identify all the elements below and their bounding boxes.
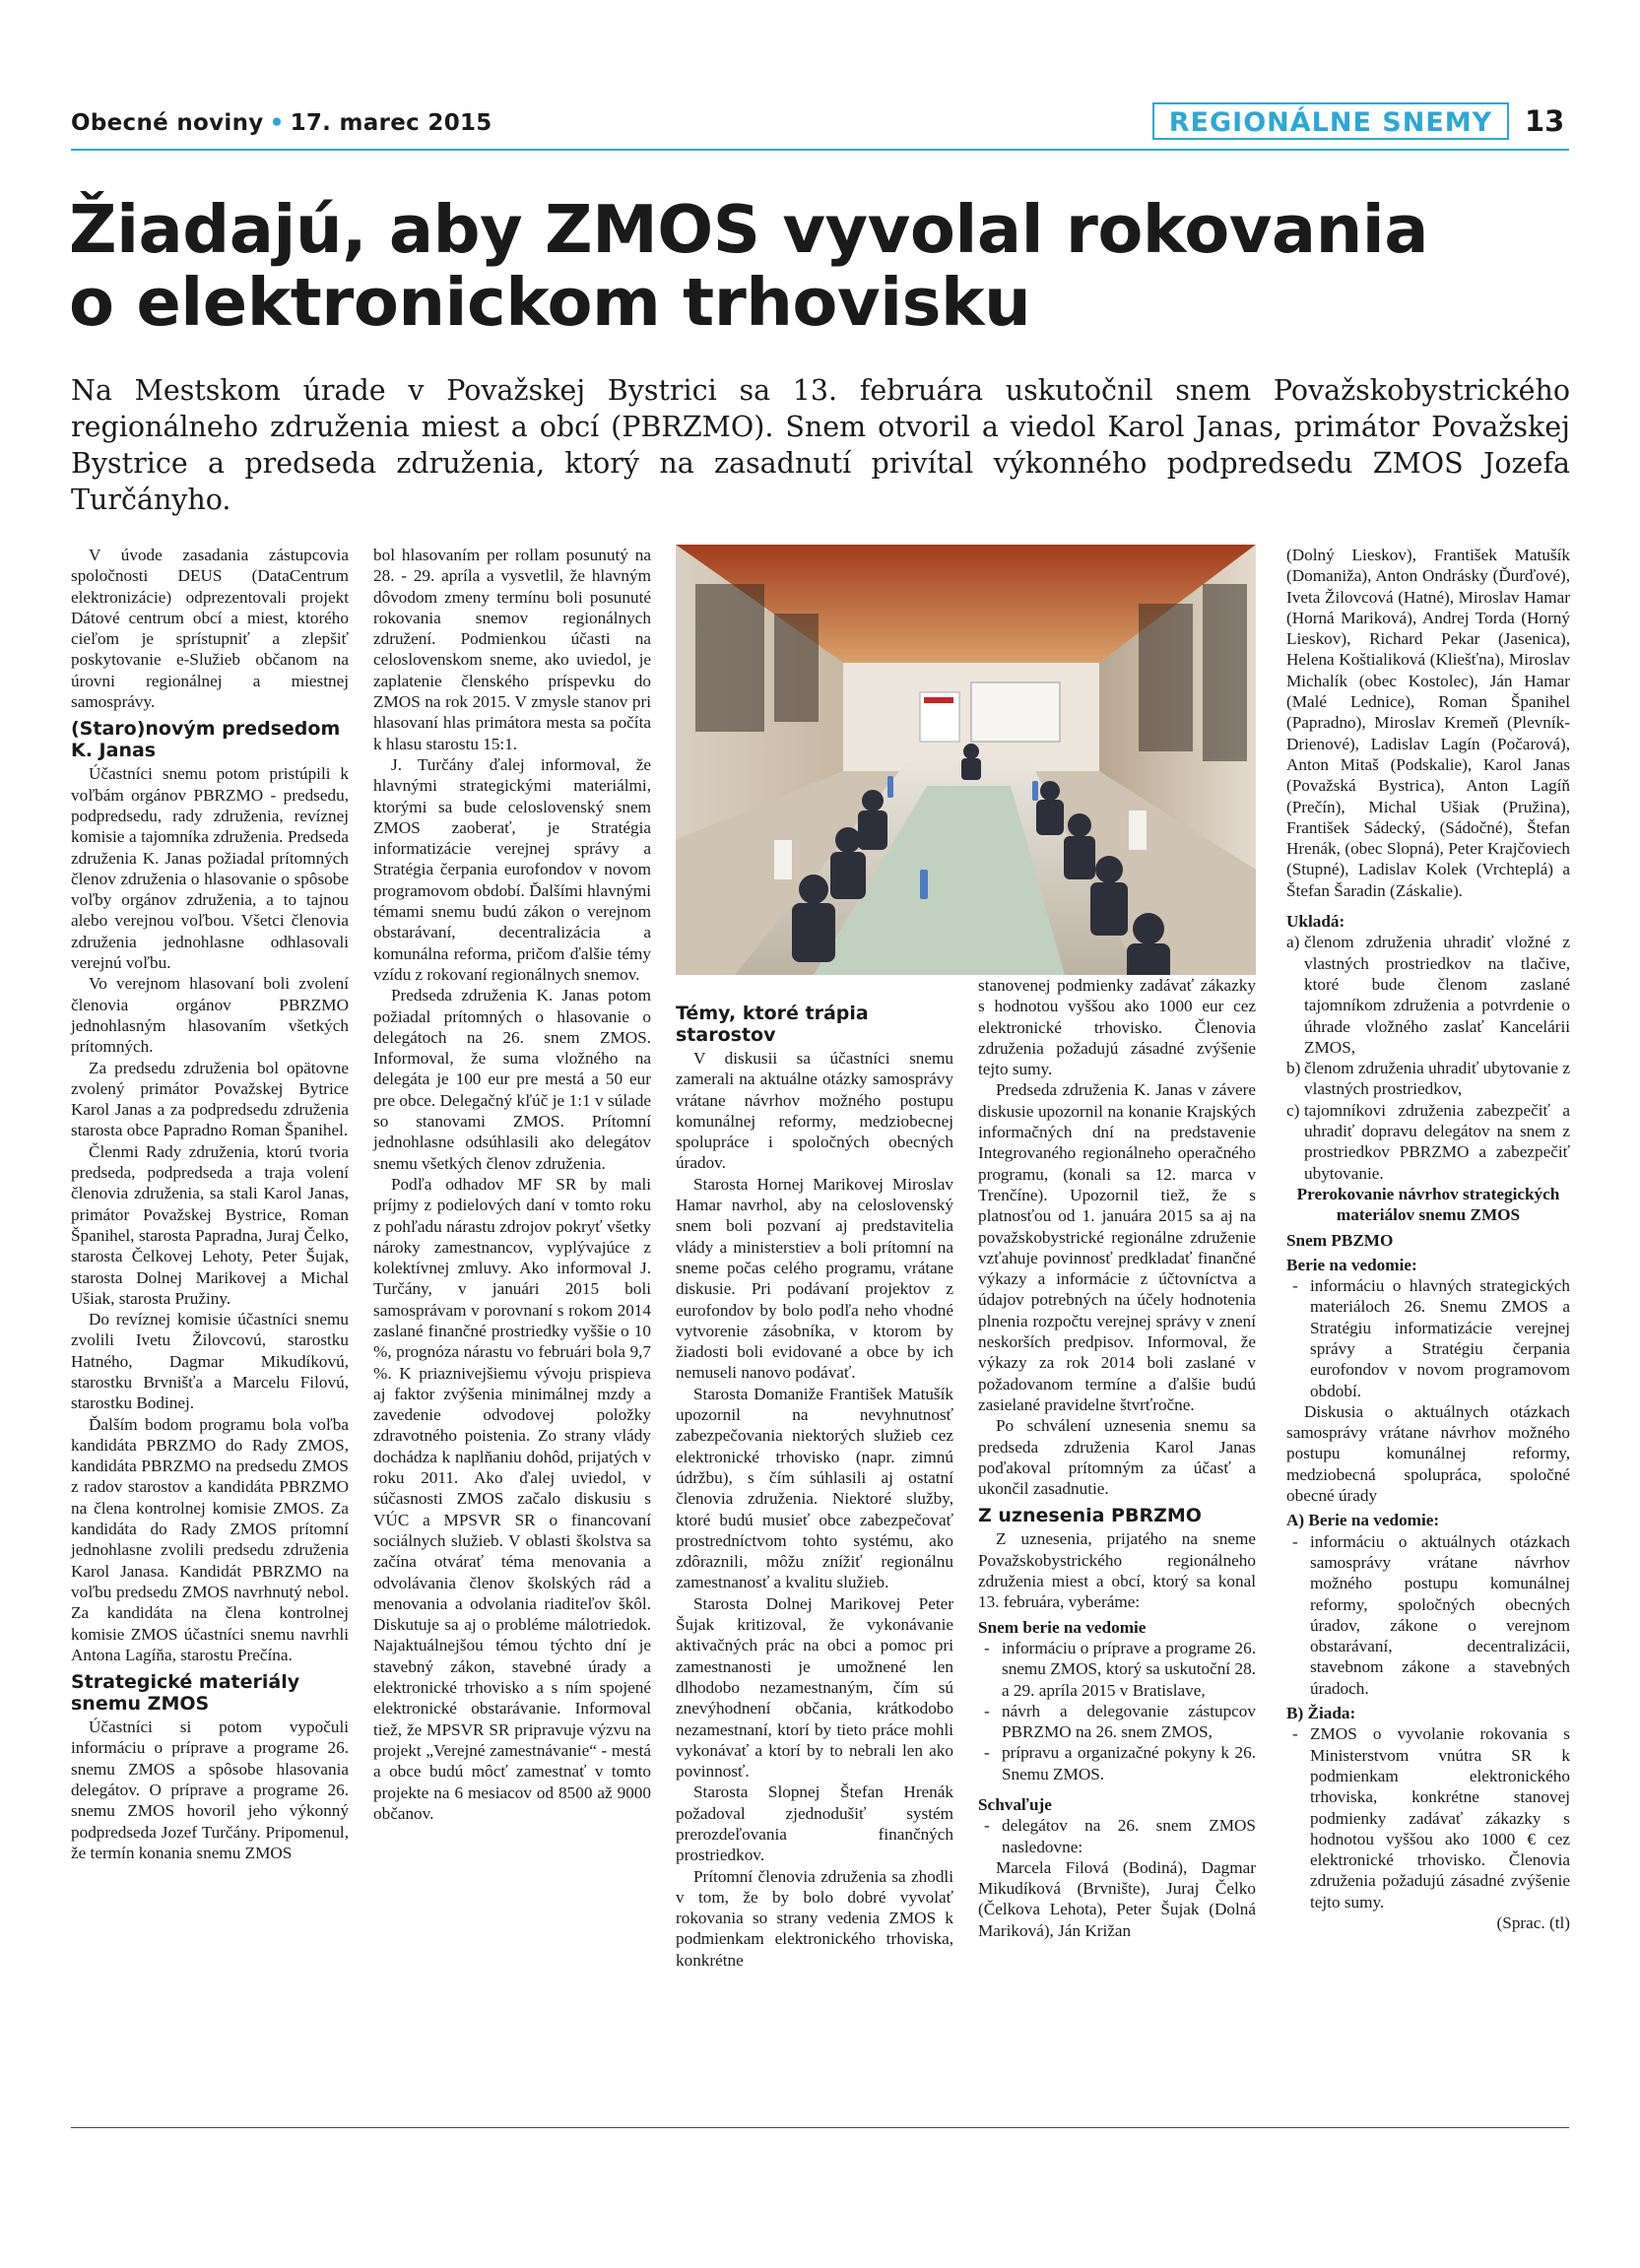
resolution-item	[1286, 1058, 1570, 1100]
paragraph: Prítomní členovia združenia sa zhodli v tom, že by bolo dobré vyvolať rokovania so strany vedenia ZMOS k podmienkam elektronického trhoviska, konkrétne	[676, 1866, 953, 1970]
paragraph: Predseda združenia K. Janas potom požiadal prítomných o hlasovanie o delegátoch na 26. snem ZMOS. Informoval, že suma vložného na delegáta je 100 eur pre mestá a 50 eur pre obce. Delegačný kľúč je 1:1 v súlade so stanovami ZMOS. Prítomní jednohlasne odsúhlasili ako delegátov snemu všetkých členov združenia.	[373, 986, 651, 1173]
meeting-room-photo	[676, 545, 1256, 975]
resolution-heading: A) Berie na vedomie:	[1286, 1511, 1440, 1530]
page-number: 13	[1525, 104, 1565, 138]
paragraph: Starosta Hornej Marikovej Miroslav Hamar navrhol, aby na celoslovenský snem boli pozvaní aj predstavitelia vlády a ministerstiev a boli prítomní na sneme počas celého programu, vrátane diskusie. Pri podávaní projektov z eurofondov by bolo podľa neho vhodné vytvorenie zásobníka, v ktorom by žiadosti boli evidované a obce by ich nemuseli nanovo podávať.	[676, 1174, 953, 1383]
column-4	[978, 975, 1256, 1941]
footer-rule	[71, 2127, 1569, 2128]
issue-date: 17. marec 2015	[290, 110, 492, 136]
item-text: členom združenia uhradiť ubytovanie z vlastných prostriedkov,	[1304, 1059, 1570, 1099]
resolution-heading: Schvaľuje	[978, 1794, 1052, 1814]
photo-illustration	[676, 545, 1256, 975]
lead-paragraph: Na Mestskom úrade v Považskej Bystrici sa 13. februára uskutočnil snem Považskobystrického regionálneho združenia miest a obcí (PBRZMO). Snem otvoril a viedol Karol Janas, primátor Považskej Bystrice a predseda združenia, ktorý na zasadnutí privítal výkonného podpredsedu ZMOS Jozefa Turčányho.	[71, 374, 1570, 516]
resolution-item: - delegátov na 26. snem ZMOS nasledovne:	[978, 1815, 1256, 1857]
section-label: REGIONÁLNE SNEMY	[1152, 102, 1509, 140]
paragraph: J. Turčány ďalej informoval, že hlavnými strategickými materiálmi, ktorými sa bude celoslovenský snem ZMOS zaoberať, je Stratégia informatizácie verejnej správy a Stratégia čerpania eurofondov v novom programovom období. Ďalšími hlavnými témami snemu budú zákon o verejnom obstarávaní, decentralizácia a komunálna reforma, pričom ďalšie témy vzídu z rokovaní regionálnych snemov.	[373, 754, 651, 984]
resolution-item	[1286, 1100, 1570, 1184]
paragraph: (Dolný Lieskov), František Matušík (Domaniža), Anton Ondrásky (Ďurďové), Iveta Žilovcová (Hatné), Miroslav Hamar (Horná Mariková), Andrej Torda (Horný Lieskov), Richard Pekar (Jasenica), Helena Koštialiková (Kliešťna), Miroslav Michalík (obec Kostolec), Ján Hamar (Malé Lednice), Roman Španihel (Papradno), Miroslav Kremeň (Plevník-Drienové), Ladislav Lagín (Počarová), Anton Mitaš (Podskalie), Karol Janas (Považská Bystrica), Anton Lagíň (Prečín), Michal Ušiak (Pružina), František Sádecký, (Sádočné), Štefan Hrenák, (obec Slopná), Peter Krajčoviech (Stupné), Ladislav Kolek (Vrchteplá) a Štefan Šaradin (Záskalie).	[1286, 546, 1570, 900]
paragraph: Diskusia o aktuálnych otázkach samosprávy vrátane návrhov možného postupu komunálnej reformy, medziobecná spolupráca, spoločné obecné úrady	[1286, 1401, 1570, 1506]
paragraph: Z uznesenia, prijatého na sneme Považskobystrického regionálneho združenia miest a obcí, ktorý sa konal 13. februára, vyberáme:	[978, 1529, 1256, 1612]
paragraph: Po schválení uznesenia snemu sa predseda združenia Karol Janas poďakoval prítomným za účasť a ukončil zasadnutie.	[978, 1416, 1256, 1499]
paragraph: Starosta Dolnej Marikovej Peter Šujak kritizoval, že vykonávanie aktivačných prác na obci a pomoc pri zamestnanosti je umožnené len dlhodobo nezamestnaným, čím sú znevýhodnení občania, krátkodobo nezamestnaní, ktorí by tieto práce mohli vykonávať a ktorí by to nebrali len ako povinnosť.	[676, 1593, 953, 1782]
resolution-heading: Ukladá:	[1286, 912, 1345, 932]
subheading: Strategické materiály snemu ZMOS	[71, 1671, 300, 1716]
paragraph: Za predsedu združenia bol opätovne zvolený primátor Považskej Bytrice Karol Janas a za podpredsedu združenia starosta obce Papradno Roman Španihel.	[71, 1058, 349, 1140]
paragraph: Účastníci si potom vypočuli informáciu o príprave a programe 26. snemu ZMOS a spôsobe hlasovania delegátov. O príprave a programe 26. snemu ZMOS hovoril jeho výkonný podpredseda Jozef Turčány. Pripomenul, že termín konania snemu ZMOS	[71, 1717, 349, 1862]
publication-name: Obecné noviny	[71, 110, 264, 136]
paragraph: Vo verejnom hlasovaní boli zvolení členovia orgánov PBRZMO jednohlasným hlasovaním všetkých prítomných.	[71, 974, 349, 1057]
masthead	[71, 110, 492, 136]
resolution-heading: B) Žiada:	[1286, 1704, 1356, 1723]
paragraph: Predseda združenia K. Janas v závere diskusie upozornil na konanie Krajských informačných dní na predstavenie Integrovaného regionálneho operačného programu, (konali sa 12. marca v Trenčíne). Upozornil tiež, že s platnosťou od 1. januára 2015 sa aj na považskobystrické regionálne združenie vzťahuje povinnosť predkladať finančné výkazy a informácie z účtovníctva a údajov potrebných na účely hodnotenia plnenia rozpočtu verejnej správy v znení neskorších predpisov. Informoval, že výkazy za rok 2014 boli zaslané v požadovanom termíne a ďalšie budú zasielané pravidelne štvrťročne.	[978, 1080, 1256, 1414]
paragraph: stanovenej podmienky zadávať zákazky s hodnotou vyššou ako 1000 eur cez elektronické trhovisko. Členovia združenia požadujú zásadné zvýšenie tejto sumy.	[978, 976, 1256, 1079]
item-label: c)	[1286, 1100, 1300, 1120]
subheading: Témy, ktoré trápia starostov	[676, 1003, 869, 1046]
separator-dot: •	[269, 110, 285, 136]
column-3	[676, 997, 953, 1971]
headline	[69, 193, 1576, 339]
resolution-heading: Prerokovanie návrhov strategických materiálov snemu ZMOS	[1296, 1184, 1560, 1225]
paragraph: Ďalším bodom programu bola voľba kandidáta PBRZMO do Rady ZMOS, kandidáta PBRZMO na predsedu ZMOS z radov starostov a kandidáta PBRZMO na člena kontrolnej komisie ZMOS. Za kandidáta do Rady ZMOS prítomní jednohlasne zvolili predsedu združenia Karol Janasa. Kandidát PBRZMO na voľbu predsedu ZMOS navrhnutý nebol. Za kandidáta na člena kontrolnej komisie ZMOS účastníci snemu navrhli Antona Lagíňa, starostu Prečína.	[71, 1414, 349, 1664]
headline-line-1: Žiadajú, aby ZMOS vyvolal rokovania	[69, 191, 1428, 268]
item-label: b)	[1286, 1059, 1301, 1078]
resolution-item: - návrh a delegovanie zástupcov PBRZMO na 26. snem ZMOS,	[978, 1701, 1256, 1743]
paragraph: Účastníci snemu potom pristúpili k voľbám orgánov PBRZMO - predsedu, podpredsedu, rady združenia, revíznej komisie a tajomníka združenia. Predseda združenia K. Janas požiadal prítomných členov združenia o hlasovanie o spôsobe voľby orgánov združenia, a to tajnou alebo verejnou voľbou. Všetci členovia združenia jednohlasne odhlasovali verejnú voľbu.	[71, 764, 349, 973]
paragraph: V úvode zasadania zástupcovia spoločnosti DEUS (DataCentrum elektronizácie) odprezentovali projekt Dátové centrum obcí a miest, ktorého cieľom je sprístupniť a zlepšiť poskytovanie e-Služieb občanom na úrovni regionálnej a miestnej samosprávy.	[71, 546, 349, 712]
paragraph: V diskusii sa účastníci snemu zamerali na aktuálne otázky samosprávy vrátane návrhov možného postupu komunálnej reformy, medziobecnej spolupráce i spoločných obecných úradov.	[676, 1049, 953, 1173]
resolution-heading: Snem berie na vedomie	[978, 1617, 1147, 1637]
subheading: Z uznesenia PBRZMO	[978, 1505, 1202, 1527]
subheading: (Staro)novým predsedom K. Janas	[71, 718, 341, 762]
resolution-heading: Snem PBZMO	[1286, 1230, 1394, 1250]
paragraph: Podľa odhadov MF SR by mali príjmy z podielových daní v tomto roku z pohľadu nárastu zdrojov pokryť všetky nároky zamestnancov, vyplývajúce z kolektívnej zmluvy. Ako informoval J. Turčány, v januári 2015 boli samosprávam v porovnaní s rokom 2014 zaslané finančné prostriedky vyššie o 10 %, prognóza nárastu vo februári bola 9,7 %. K priaznivejšiemu vývoju prispieva aj faktor zvýšenia minimálnej mzdy a zavedenie odvodovej položky zdravotného poistenia. Zo strany vlády dochádza k naplňaniu dohôd, prijatých v roku 2011. Ako ďalej uviedol, v súčasnosti ZMOS začalo diskusiu s VÚC a MPSVR SR o financovaní sociálnych služieb. V oblasti školstva sa začína otvárať téma menovania a odvolávania členov školských rád a menovania a odvolania riaditeľov škôl. Diskutuje sa aj o probléme málotriedok. Najaktuálnejšou témou týchto dní je stavebný zákon, stavebné úrady a elektronické trhovisko a s ním spojené elektronické obstarávanie. Informoval tiež, že MPSVR SR pripravuje výzvu na projekt „Verejné zamestnávanie“ - mestá a obce budú môcť zamestnať v tomto projekte na 6 mesiacov od 8500 až 9000 občanov.	[373, 1174, 651, 1823]
resolution-item	[1286, 932, 1570, 1058]
resolution-item: - ZMOS o vyvolanie rokovania s Ministerstvom vnútra SR k podmienkam elektronického trhoviska, konkrétne stanovej podmienky zadávať zákazky s hodnotou vyššou ako 1000 € cez elektronické trhovisko. Členovia združenia požadujú zásadné zvýšenie tejto sumy.	[1286, 1723, 1570, 1912]
item-label: a)	[1286, 933, 1300, 952]
column-1	[71, 545, 349, 1863]
column-2	[373, 545, 651, 1824]
column-5	[1286, 545, 1570, 1933]
header-rule	[71, 149, 1569, 151]
paragraph: Starosta Slopnej Štefan Hrenák požadoval zjednodušiť systém prerozdeľovania finančných prostriedkov.	[676, 1782, 953, 1865]
item-text: členom združenia uhradiť vložné z vlastných prostriedkov na tlačive, ktoré bude členom zaslané tajomníkom združenia a potvrdenie o úhrade vložného zaslať Kancelárii ZMOS,	[1304, 933, 1570, 1057]
resolution-item: - prípravu a organizačné pokyny k 26. Snemu ZMOS.	[978, 1742, 1256, 1784]
item-text: tajomníkovi združenia zabezpečiť a uhradiť dopravu delegátov na snem z prostriedkov PBRZMO a zabezpečiť ubytovanie.	[1304, 1100, 1570, 1183]
author-signature: (Sprac. (tl)	[1496, 1913, 1570, 1932]
paragraph: bol hlasovaním per rollam posunutý na 28. - 29. apríla a vysvetlil, že hlavným dôvodom zmeny termínu boli posunuté rokovania snemov regionálnych združení. Podmienkou účasti na celoslovenskom sneme, ako uviedol, je zaplatenie členského príspevku do ZMOS na rok 2015. V zmysle stanov pri hlasovaní hlas primátora mesta sa počíta k hlasu starostu 15:1.	[373, 546, 651, 753]
resolution-item: - informáciu o hlavných strategických materiáloch 26. Snemu ZMOS a Stratégiu informatizácie verejnej správy a Stratégiu čerpania eurofondov v novom programovom období.	[1286, 1275, 1570, 1401]
headline-line-2: o elektronickom trhovisku	[69, 264, 1031, 341]
paragraph: Marcela Filová (Bodiná), Dagmar Mikudíková (Brvnište), Juraj Čelko (Čelkova Lehota), Peter Šujak (Dolná Mariková), Ján Križan	[978, 1857, 1256, 1940]
paragraph: Do revíznej komisie účastníci snemu zvolili Ivetu Žilovcovú, starostku Hatného, Dagmar Mikudíkovú, starostku Brvnišťa a Marcelu Filovú, starostku Bodinej.	[71, 1310, 349, 1413]
paragraph: Členmi Rady združenia, ktorú tvoria predseda, podpredseda a traja volení členovia združenia, sa stali Karol Janas, primátor Považskej Bystrice, Roman Španihel, starosta Papradna, Juraj Čelko, starosta Čelkovej Lehoty, Peter Šujak, starosta Dolnej Marikovej a Michal Ušiak, starosta Pružiny.	[71, 1141, 349, 1308]
resolution-item: - informáciu o aktuálnych otázkach samosprávy vrátane návrhov možného postupu komunálnej reformy, spoločných obecných úradov, zákone o verejnom obstarávaní, decentralizácii, stavebnom zákone a stavebných úradoch.	[1286, 1531, 1570, 1699]
paragraph: Starosta Domaniže František Matušík upozornil na nevyhnutnosť zabezpečovania niektorých služieb cez elektronické trhovisko (napr. zimnú údržbu), s čím súhlasili aj ostatní členovia združenia. Niektoré služby, ktoré budú musieť obce zabezpečovať prostredníctvom tohto systému, ako zdôraznili, môžu znížiť regionálnu zamestnanosť a kvalitu služieb.	[676, 1384, 953, 1592]
resolution-item: - informáciu o príprave a programe 26. snemu ZMOS, ktorý sa uskutoční 28. a 29. apríla 2015 v Bratislave,	[978, 1638, 1256, 1701]
resolution-heading: Berie na vedomie:	[1286, 1255, 1417, 1274]
